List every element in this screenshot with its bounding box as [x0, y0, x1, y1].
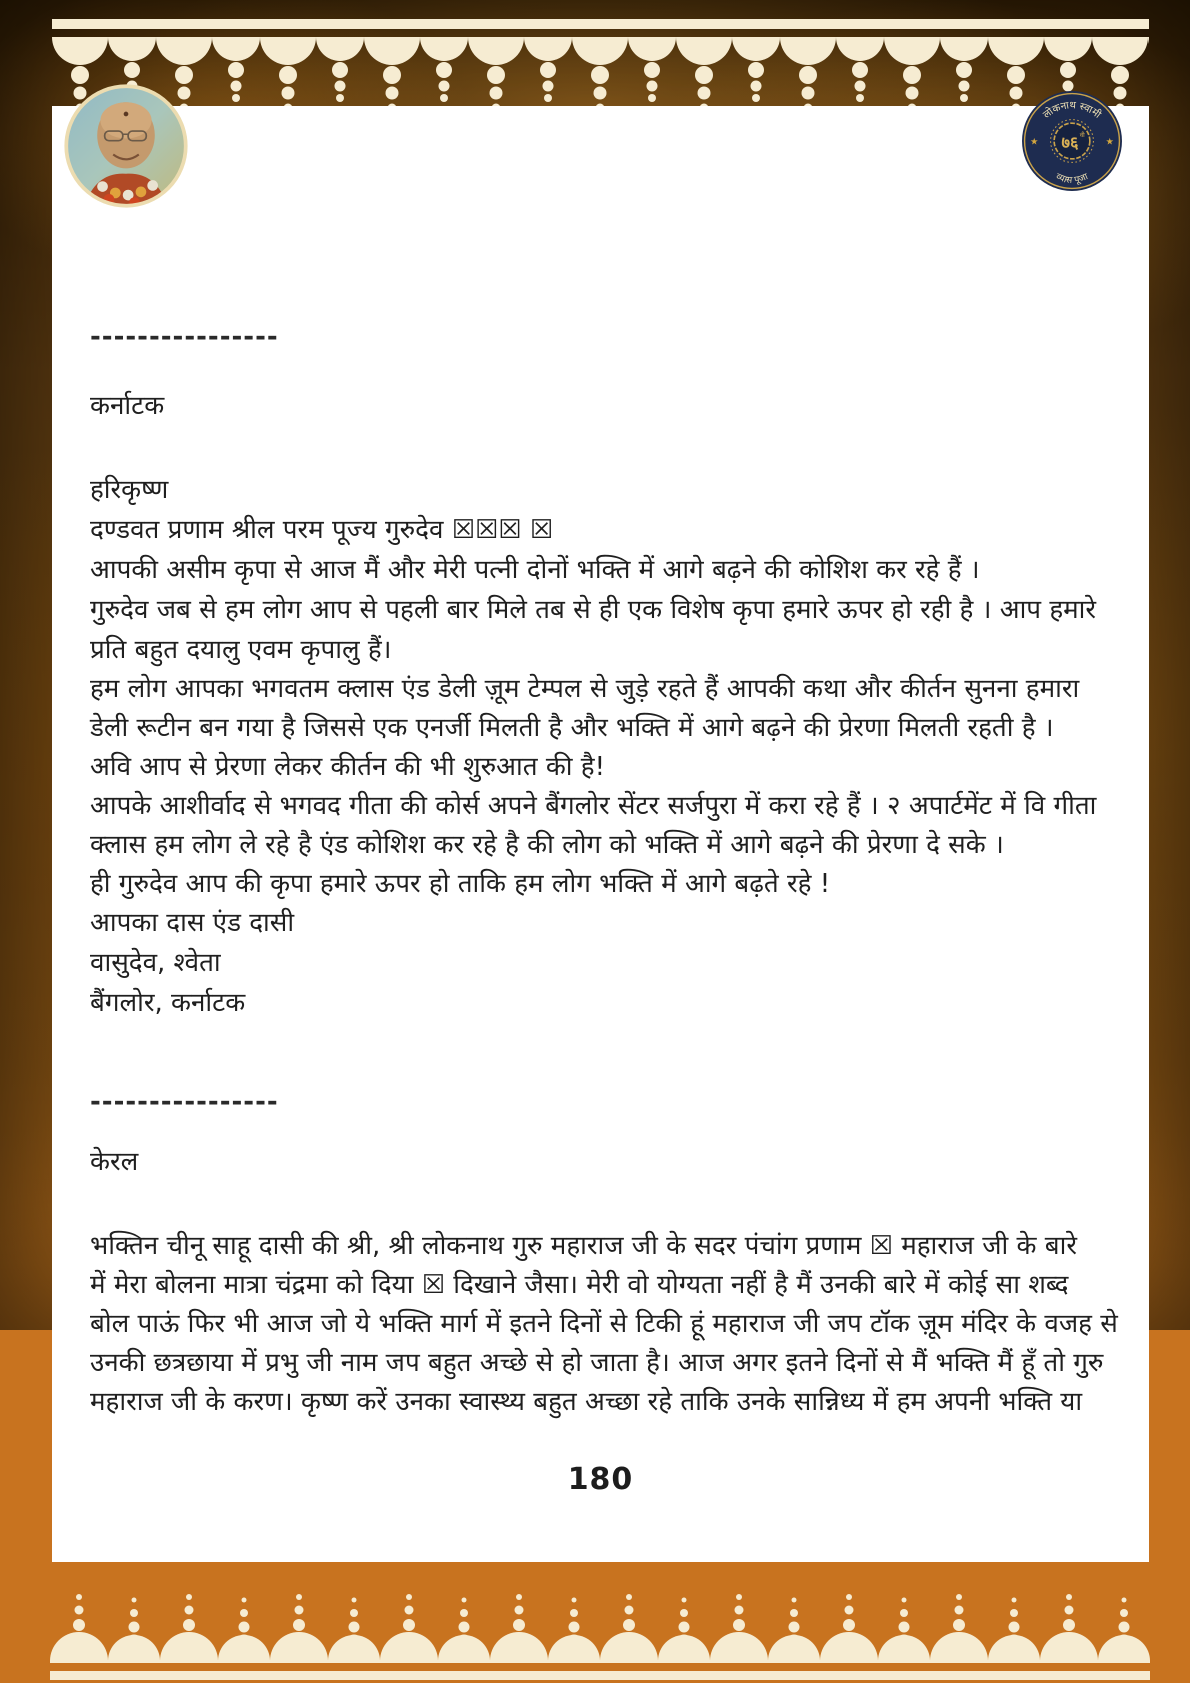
letter-line: बोल पाऊं फिर भी आज जो ये भक्ति मार्ग में इतने दिनों से टिकी हूं महाराज जी जप टॉक ज़ूम मंदिर के वजह से: [90, 1309, 1118, 1339]
badge-number-suffix: वी: [1079, 131, 1085, 139]
letter-line: आपकी असीम कृपा से आज मैं और मेरी पत्नी दोनों भक्ति में आगे बढ़ने की कोशिश कर रहे हैं ।: [90, 555, 980, 585]
bottom-garland-border: [50, 1591, 1150, 1663]
letter-line: वासुदेव, श्वेता: [90, 948, 221, 978]
letter-line: बैंगलोर, कर्नाटक: [90, 988, 246, 1018]
letter-line: हरिकृष्ण: [90, 475, 169, 505]
letter-line: दण्डवत प्रणाम श्रील परम पूज्य गुरुदेव ☒☒☒ ☒: [90, 515, 554, 545]
section-divider: ----------------: [90, 1087, 279, 1117]
letter-line: क्लास हम लोग ले रहे है एंड कोशिश कर रहे है की लोग को भक्ति में आगे बढ़ने की प्रेरणा दे सके ।: [90, 830, 1004, 860]
letter-line: अवि आप से प्रेरणा लेकर कीर्तन की भी शुरुआत की है!: [90, 752, 606, 782]
letter-line: में मेरा बोलना मात्रा चंद्रमा को दिया ☒ दिखाने जैसा। मेरी वो योग्यता नहीं है मैं उनकी बारे में कोई सा शब्द: [90, 1270, 1069, 1300]
letter-line: उनकी छत्रछाया में प्रभु जी नाम जप बहुत अच्छे से हो जाता है। आज अगर इतने दिनों से मैं भक्ति मैं हूँ तो गुरु: [90, 1348, 1104, 1378]
letter-line: आपके आशीर्वाद से भगवद गीता की कोर्स अपने बैंगलोर सेंटर सर्जपुरा में करा रहे हैं । २ अपार्टमेंट में वि गीता: [90, 791, 1097, 821]
letter-line: प्रति बहुत दयालु एवम कृपालु हैं।: [90, 635, 392, 665]
region-title-karnataka: कर्नाटक: [90, 391, 165, 421]
letter-line: डेली रूटीन बन गया है जिससे एक एनर्जी मिलती है और भक्ति में आगे बढ़ने की प्रेरणा मिलती रहती है ।: [90, 713, 1054, 743]
bottom-cream-stripe: [50, 1671, 1150, 1680]
letter-line: भक्तिन चीनू साहू दासी की श्री, श्री लोकनाथ गुरु महाराज जी के सदर पंचांग प्रणाम ☒ महाराज जी के बारे: [90, 1231, 1077, 1261]
anniversary-badge: [1021, 90, 1123, 192]
top-cream-bar: [52, 19, 1149, 29]
letter-line: गुरुदेव जब से हम लोग आप से पहली बार मिले तब से ही एक विशेष कृपा हमारे ऊपर हो रही है । आप हमारे: [90, 595, 1097, 625]
letter-line: महाराज जी के करण। कृष्ण करें उनका स्वास्थ्य बहुत अच्छा रहे ताकि उनके सान्निध्य में हम अपनी भक्ति या: [90, 1387, 1083, 1417]
region-title-kerala: केरल: [90, 1147, 139, 1177]
star-icon: ★: [1030, 136, 1039, 148]
page-number: 180: [567, 1462, 634, 1497]
star-icon: ★: [1105, 136, 1114, 148]
guru-photo: [62, 82, 190, 210]
badge-number: ७६: [1061, 133, 1079, 153]
top-garland-border: [52, 37, 1149, 115]
letter-line: हम लोग आपका भगवतम क्लास एंड डेली ज़ूम टेम्पल से जुड़े रहते हैं आपकी कथा और कीर्तन सुनना हमारा: [90, 674, 1080, 704]
badge-bottom-text: व्यास पूजा: [1054, 171, 1090, 186]
letter-line: ही गुरुदेव आप की कृपा हमारे ऊपर हो ताकि हम लोग भक्ति में आगे बढ़ते रहे !: [90, 869, 831, 899]
letter-line: आपका दास एंड दासी: [90, 908, 295, 938]
badge-top-text: लोकनाथ स्वामी: [1041, 100, 1103, 121]
section-divider: ----------------: [90, 322, 279, 352]
